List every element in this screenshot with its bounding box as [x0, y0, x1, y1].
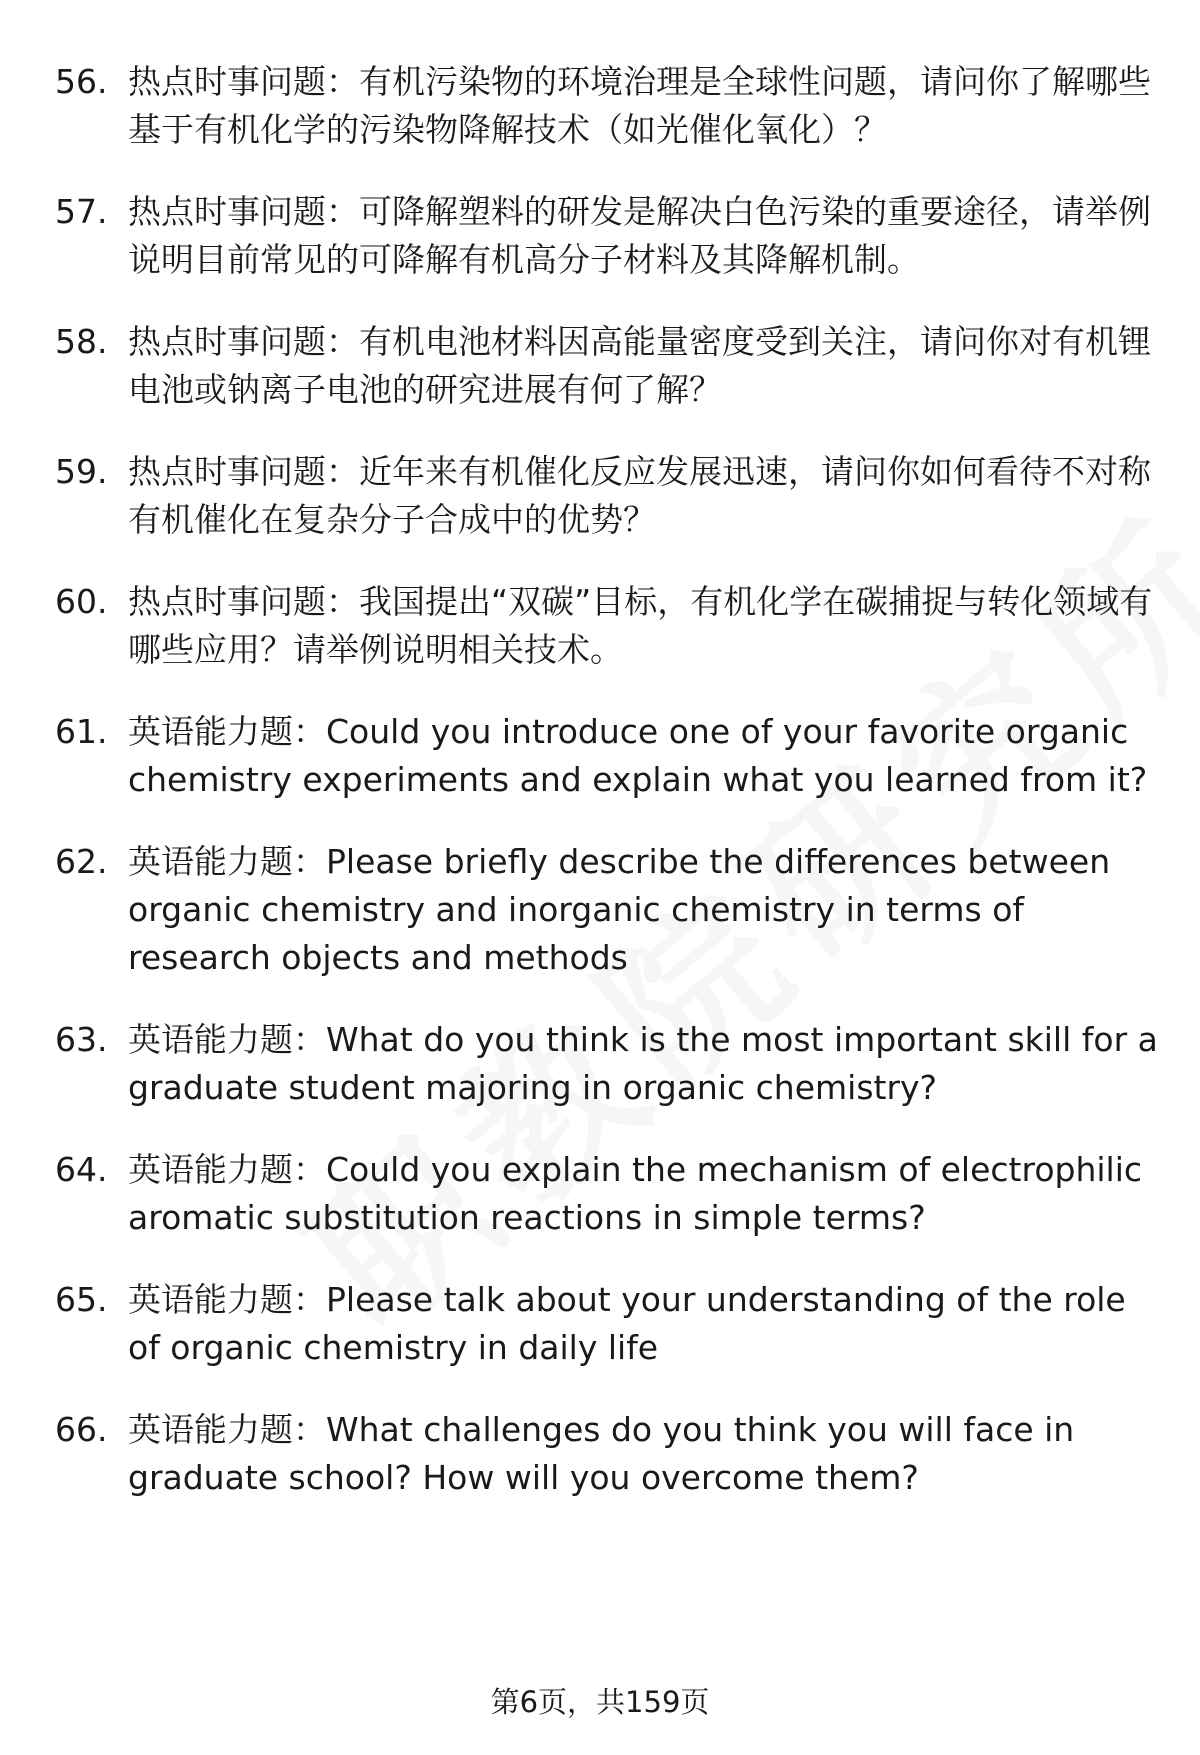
question-category: 热点时事问题：: [128, 62, 359, 101]
question-text: What challenges do you think you will face in graduate school? How will you overcome them?: [128, 1410, 1075, 1497]
question-item: [0, 188, 1200, 284]
question-category: 英语能力题：: [128, 1020, 326, 1059]
question-item: [0, 58, 1200, 154]
question-category: 热点时事问题：: [128, 452, 359, 491]
question-category: 英语能力题：: [128, 842, 326, 881]
question-number: 63.: [55, 1020, 108, 1059]
question-number: 65.: [55, 1280, 108, 1319]
question-item: [0, 1146, 1200, 1242]
question-item: [0, 1406, 1200, 1502]
question-number: 58.: [55, 322, 108, 361]
question-text: What do you think is the most important skill for a graduate student majoring in organic chemistry?: [128, 1020, 1158, 1107]
question-number: 60.: [55, 582, 108, 621]
question-list: [0, 58, 1200, 1536]
question-item: [0, 838, 1200, 982]
question-number: 61.: [55, 712, 108, 751]
question-number: 62.: [55, 842, 108, 881]
question-category: 英语能力题：: [128, 712, 326, 751]
question-number: 57.: [55, 192, 108, 231]
question-text: Could you explain the mechanism of electrophilic aromatic substitution reactions in simple terms?: [128, 1150, 1143, 1237]
question-text: 有机电池材料因高能量密度受到关注，请问你对有机锂电池或钠离子电池的研究进展有何了解？: [128, 322, 1151, 409]
page-number-footer: 第6页，共159页: [490, 1685, 710, 1719]
question-text: 有机污染物的环境治理是全球性问题，请问你了解哪些基于有机化学的污染物降解技术（如光催化氧化）？: [128, 62, 1151, 149]
question-number: 66.: [55, 1410, 108, 1449]
question-category: 英语能力题：: [128, 1410, 326, 1449]
question-text: 我国提出“双碳”目标，有机化学在碳捕捉与转化领域有哪些应用？请举例说明相关技术。: [128, 582, 1153, 669]
question-item: [0, 448, 1200, 544]
question-item: [0, 318, 1200, 414]
question-number: 59.: [55, 452, 108, 491]
question-item: [0, 1276, 1200, 1372]
question-text: 可降解塑料的研发是解决白色污染的重要途径，请举例说明目前常见的可降解有机高分子材料及其降解机制。: [128, 192, 1151, 279]
question-item: [0, 708, 1200, 804]
question-number: 64.: [55, 1150, 108, 1189]
question-text: Please briefly describe the differences between organic chemistry and inorganic chemistry in terms of research objects and methods: [128, 842, 1111, 977]
question-category: 英语能力题：: [128, 1280, 326, 1319]
question-category: 英语能力题：: [128, 1150, 326, 1189]
question-text: 近年来有机催化反应发展迅速，请问你如何看待不对称有机催化在复杂分子合成中的优势？: [128, 452, 1151, 539]
question-item: [0, 1016, 1200, 1112]
question-category: 热点时事问题：: [128, 582, 359, 621]
question-category: 热点时事问题：: [128, 192, 359, 231]
question-text: Please talk about your understanding of the role of organic chemistry in daily life: [128, 1280, 1126, 1367]
question-text: Could you introduce one of your favorite organic chemistry experiments and explain what you learned from it?: [128, 712, 1148, 799]
question-item: [0, 578, 1200, 674]
question-number: 56.: [55, 62, 108, 101]
question-category: 热点时事问题：: [128, 322, 359, 361]
